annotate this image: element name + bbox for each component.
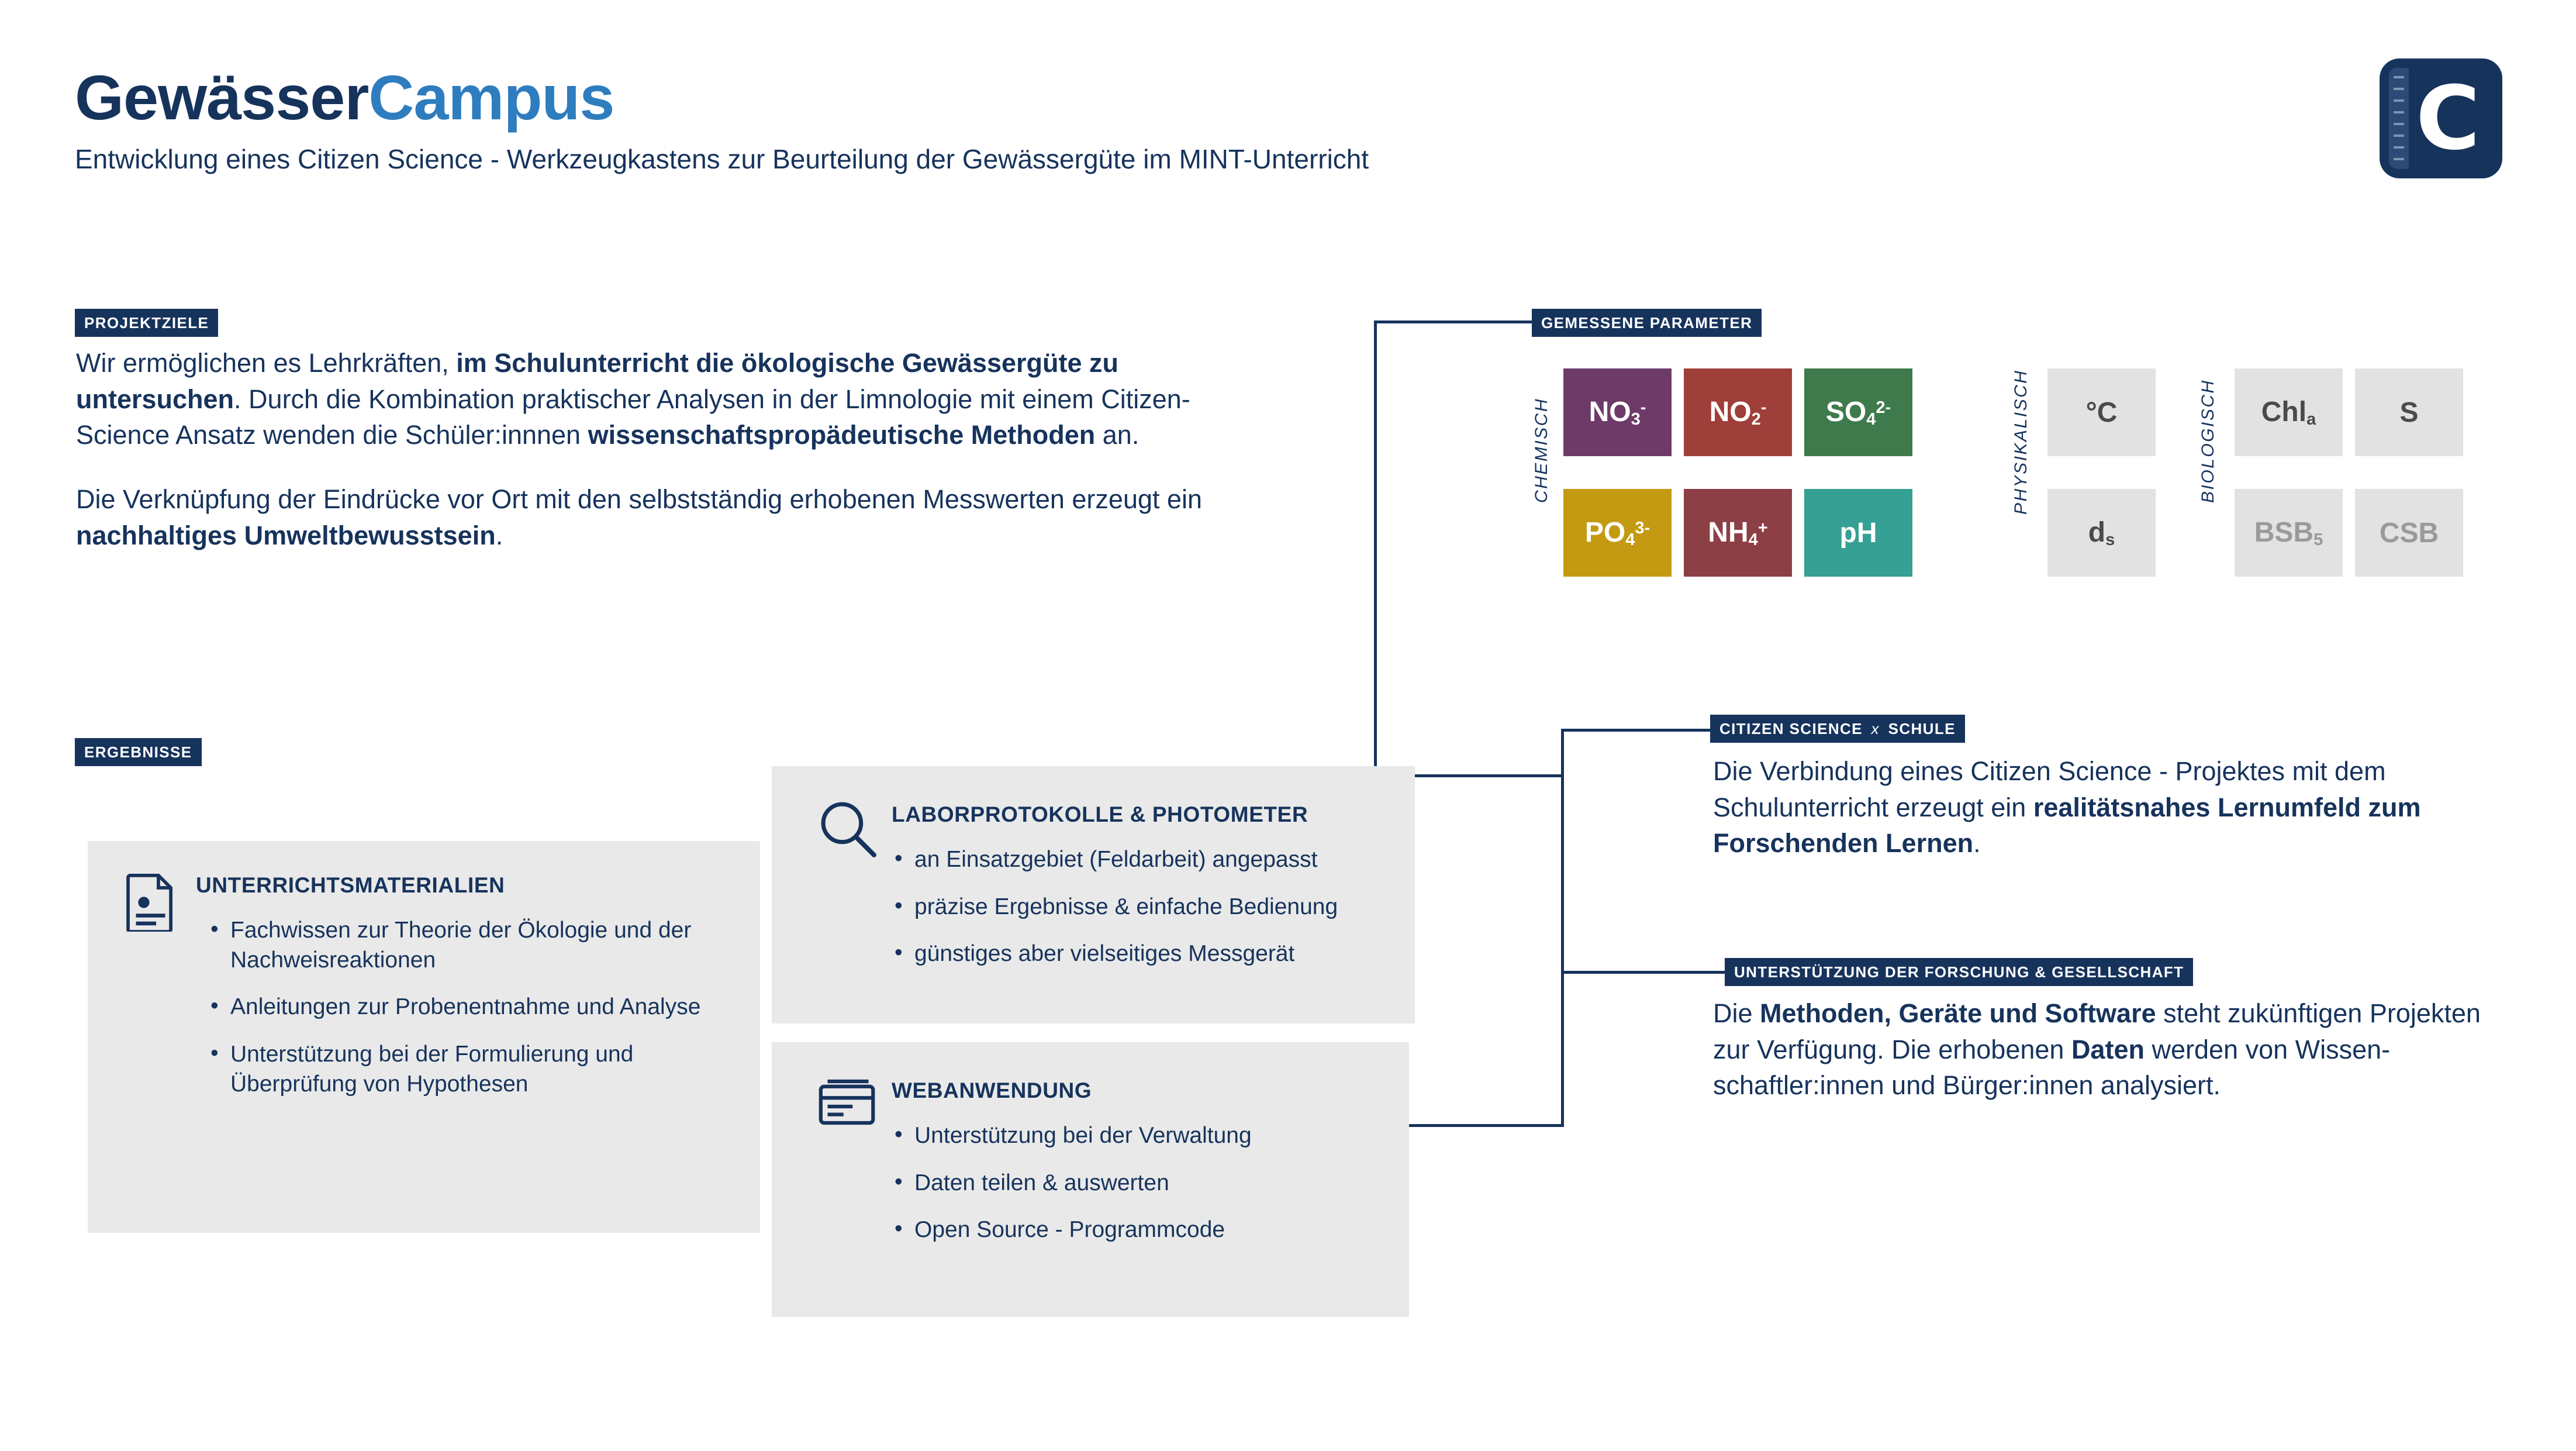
param-sup: 2- [1876, 398, 1891, 417]
bullet-list-laborprotokolle [889, 845, 1403, 969]
projektziele-text [76, 345, 1210, 553]
param-sup: - [1640, 398, 1646, 417]
group-label-biologisch: BIOLOGISCH [2198, 379, 2218, 503]
unterstuetzung-tag: UNTERSTÜTZUNG DER FORSCHUNG & GESELLSCHAFT [1725, 958, 2193, 986]
page-title [75, 62, 1369, 133]
list-item: • Unterstützung bei der Verwaltung [889, 1121, 1403, 1151]
param-sup: 3- [1635, 518, 1650, 537]
param-main: NH [1708, 516, 1749, 548]
support-text-bold: Methoden, Geräte und Software [1760, 998, 2156, 1028]
param-main: BSB [2254, 516, 2314, 548]
bullet-list-webanwendung [889, 1121, 1403, 1245]
param-main: PO [1584, 516, 1626, 548]
magnifier-icon [817, 798, 879, 863]
support-text-bold2: Daten [2071, 1034, 2145, 1064]
page-subtitle: Entwicklung eines Citizen Science - Werkzeugkastens zur Beurteilung der Gewässergüte im MINT-Unterricht [75, 144, 1369, 175]
support-text-c: steht zukünftigen Projekten zur Verfügung. Die erhobenen [1713, 998, 2481, 1064]
param-main: SO [1825, 396, 1867, 428]
card-laborprotokolle [772, 766, 1415, 1023]
param-tile-sichttiefe [2047, 489, 2156, 577]
param-main: pH [1839, 517, 1877, 549]
param-sub: 4 [1748, 530, 1758, 549]
list-item: • Anleitungen zur Probenentnahme und Analyse [205, 992, 731, 1022]
header [75, 64, 1369, 175]
connector-cs-horizontal [1561, 729, 1713, 732]
cs-text-c: . [1973, 828, 1981, 859]
param-tile-no2 [1684, 368, 1792, 456]
unterstuetzung-text [1713, 995, 2491, 1104]
card-title-laborprotokolle: LABORPROTOKOLLE & PHOTOMETER [892, 802, 1308, 826]
card-unterrichtsmaterialien [88, 841, 760, 1233]
list-item: • präzise Ergebnisse & einfache Bedienung [889, 892, 1403, 922]
list-item: • günstiges aber vielseitiges Messgerät [889, 939, 1403, 969]
connector-params-horizontal-top [1374, 320, 1532, 323]
group-label-physikalisch: PHYSIKALISCH [2011, 369, 2031, 515]
connector-web-horizontal [1403, 1124, 1564, 1127]
param-main: d [2088, 516, 2106, 548]
param-tile-csb [2355, 489, 2463, 577]
gemessene-parameter-tag: GEMESSENE PARAMETER [1532, 309, 1762, 337]
support-text-a: Die [1713, 998, 1760, 1028]
param-tile-s [2355, 368, 2463, 456]
param-sub: 3 [1631, 409, 1641, 429]
param-sub: 4 [1866, 409, 1876, 429]
logo-letter: C [2416, 68, 2481, 170]
param-sub: 2 [1751, 409, 1761, 429]
param-tile-ph [1804, 489, 1912, 577]
param-sup: - [1760, 398, 1767, 417]
param-sub: 5 [2313, 530, 2323, 549]
card-title-webanwendung: WEBANWENDUNG [892, 1078, 1092, 1102]
projektziele-tag: PROJEKTZIELE [75, 309, 218, 337]
citizen-science-text [1713, 753, 2549, 861]
goals-p1-e: an. [1095, 420, 1139, 450]
card-webanwendung [772, 1042, 1409, 1317]
card-title-unterrichtsmaterialien: UNTERRICHTSMATERIALIEN [196, 873, 505, 897]
cs-tag-x: x [1871, 720, 1880, 737]
projektziele-paragraph-2 [76, 481, 1210, 553]
list-item: • Unterstützung bei der Formulierung und Überprüfung von Hypothesen [205, 1040, 731, 1099]
goals-p1-bold2: wissenschaftspropädeutische Methoden [588, 420, 1096, 450]
goals-p1-c: . Durch die Kombination praktischer Analysen in der Limnologie mit einem Citizen-Science Ansatz wenden die Schüler:innnen [76, 384, 1190, 450]
param-main: °C [2085, 397, 2118, 428]
title-part-campus: Campus [368, 62, 614, 133]
ergebnisse-tag: ERGEBNISSE [75, 738, 202, 766]
param-sup: + [1757, 518, 1768, 537]
param-tile-bsb5 [2235, 489, 2343, 577]
param-main: Chl [2261, 396, 2307, 428]
citizen-science-schule-tag [1710, 715, 1965, 743]
group-label-chemisch: CHEMISCH [1532, 397, 1551, 503]
goals-p2-a: Die Verknüpfung der Eindrücke vor Ort mit den selbstständig erhobenen Messwerten erzeugt ein [76, 484, 1203, 514]
logo-ruler-strip [2389, 68, 2409, 169]
title-part-gewaesser: Gewässer [75, 62, 369, 133]
param-tile-chla [2235, 368, 2343, 456]
list-item: • an Einsatzgebiet (Feldarbeit) angepasst [889, 845, 1403, 875]
connector-right-vertical [1561, 729, 1564, 1126]
param-sub: s [2105, 530, 2115, 549]
document-icon [123, 873, 178, 935]
param-tile-nh4 [1684, 489, 1792, 577]
param-tile-no3 [1563, 368, 1672, 456]
goals-p2-c: . [495, 520, 503, 550]
cs-text-a: Die Verbindung eines Citizen Science - Projektes mit dem Schulunterricht erzeugt ein [1713, 756, 2386, 822]
list-item: • Daten teilen & auswerten [889, 1169, 1403, 1198]
param-sub: a [2306, 409, 2316, 429]
projektziele-paragraph-1 [76, 345, 1210, 453]
param-main: CSB [2379, 517, 2439, 549]
browser-window-icon [817, 1076, 879, 1132]
param-main: NO [1709, 396, 1752, 428]
bullet-list-unterrichtsmaterialien [205, 916, 731, 1099]
logo [2380, 58, 2502, 178]
connector-params-vertical [1374, 320, 1377, 777]
param-main: NO [1589, 396, 1631, 428]
goals-p2-bold: nachhaltiges Umweltbewusstsein [76, 520, 496, 550]
param-tile-so4 [1804, 368, 1912, 456]
goals-p1-bold: im Schulunterricht die ökologische Gewässergüte zu untersuchen [76, 348, 1119, 414]
param-tile-po4 [1563, 489, 1672, 577]
cs-text-bold: realitätsnahes Lernumfeld zum Forschenden Lernen [1713, 792, 2421, 859]
cs-tag-b: SCHULE [1888, 720, 1956, 737]
support-text-e: werden von Wissen-schaftler:innen und Bürger:innen analysiert. [1713, 1034, 2391, 1101]
param-sub: 4 [1625, 530, 1635, 549]
param-tile-temperature [2047, 368, 2156, 456]
list-item: • Open Source - Programmcode [889, 1215, 1403, 1245]
list-item: • Fachwissen zur Theorie der Ökologie und der Nachweisreaktionen [205, 916, 731, 975]
goals-p1-a: Wir ermöglichen es Lehrkräften, [76, 348, 457, 378]
connector-support-horizontal [1561, 971, 1725, 974]
cs-tag-a: CITIZEN SCIENCE [1719, 720, 1863, 737]
param-main: S [2399, 397, 2419, 428]
